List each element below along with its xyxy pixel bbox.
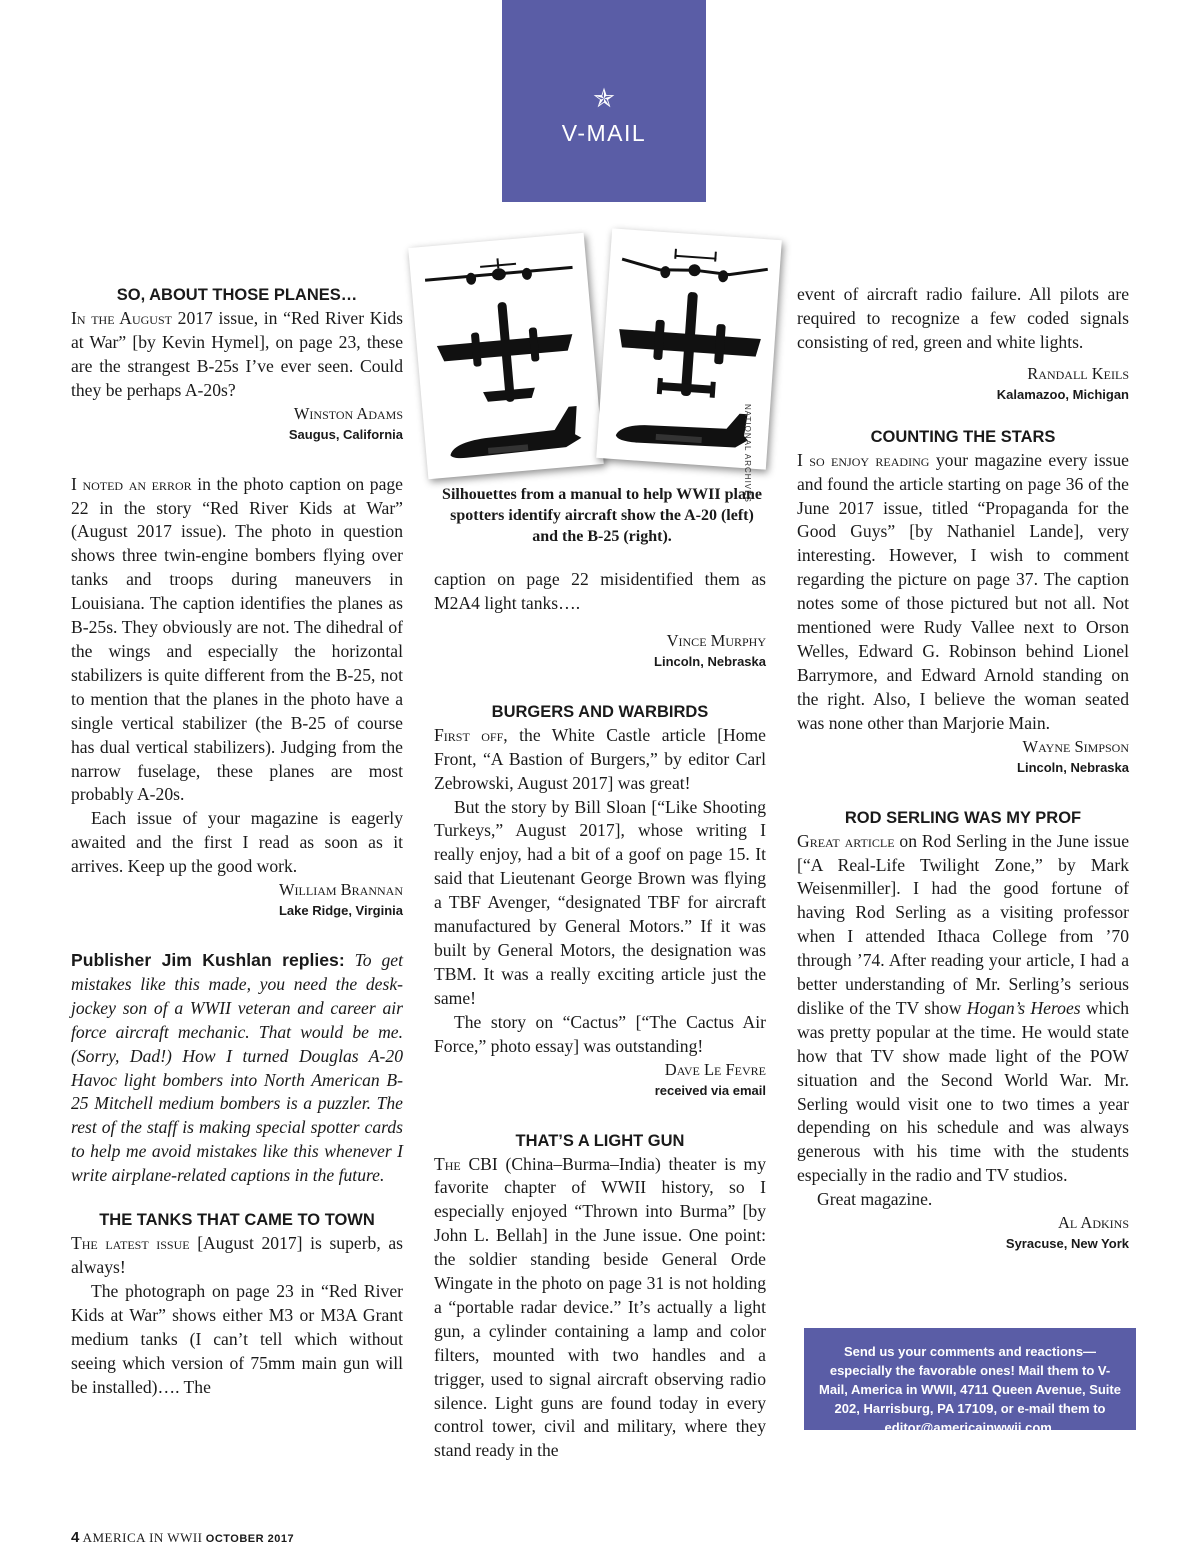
letter-paragraph: But the story by Bill Sloan [“Like Shooting Turkeys,” August 2017], whose writing I really enjoy, had a bit of a goof on page 15. It said that Lieutenant George Brown was flying a TBF Avenger, “designated TBF for aircraft manufactured by General Motors.” If it was built by General Motors, the designation was TBM. It was a really exciting article just the same! <box>434 796 766 1008</box>
letter-heading: ROD SERLING WAS MY PROF <box>844 808 1082 827</box>
letter-heading: COUNTING THE STARS <box>870 427 1056 446</box>
letter-paragraph: Each issue of your magazine is eagerly awaited and the first I read as soon as it arrives. Keep up the good work. <box>71 808 403 877</box>
letter-location: Lake Ridge, Virginia <box>278 903 403 919</box>
letter-signature: Winston Adams <box>293 403 403 423</box>
letter-location: received via email <box>654 1082 766 1098</box>
spotter-cards-photo <box>408 222 780 482</box>
letter-location: Lincoln, Nebraska <box>654 653 766 669</box>
photo-caption: Silhouettes from a manual to help WWII plane spotters identify aircraft show the A-20 (left) and the B-25 (right). <box>442 486 762 545</box>
letter-body: In the August 2017 issue, in “Red River Kids at War” [by Kevin Hymel], on page 23, these are the strangest B-25s I’ve ever seen. Could they be perhaps A-20s? <box>71 308 404 400</box>
column-2 <box>434 568 766 1463</box>
letter-body: The latest issue [August 2017] is superb, as always! <box>71 1233 403 1277</box>
letter-location: Kalamazoo, Michigan <box>996 386 1129 402</box>
letter-signature: Wayne Simpson <box>1022 736 1129 756</box>
b25-silhouettes-image <box>596 228 782 469</box>
letter-continued: caption on page 22 misidentified them as M2A4 light tanks…. <box>434 569 766 613</box>
letter-location: Lincoln, Nebraska <box>1017 759 1129 775</box>
letter-body: Great article on Rod Serling in the June issue [“A Real-Life Twilight Zone,” by Mark Weisenmiller]. I had the good fortune of having Rod Serling as a visiting professor when I attended Ithaca College from ’70 through ’74. After reading your article, I had a better understanding of Mr. Serling’s serious dislike of the TV show Hogan’s Heroes which was pretty popular at the time. He would state how that TV show made light of the POW situation and the Second World War. Mr. Serling would visit one to two times a year depending on his schedule and was always generous with his time with the students especially in the radio and TV studios. <box>797 830 1130 1186</box>
letter-location: Saugus, California <box>288 426 403 442</box>
b25-spotter-card <box>596 228 782 469</box>
photo-credit: NATIONAL ARCHIVES <box>743 404 752 503</box>
letter-body: The CBI (China–Burma–India) theater is my favorite chapter of WWII history, so I especially enjoyed “Thrown into Burma” [by John L. Bellah] in the June issue. One point: the soldier standing beside General Orde Wingate in the photo on page 31 is not holding a “portable radar device.” It’s actually a light gun, a cylinder containing a lamp and color filters, mounted with two handles and a trigger, used to signal aircraft observing radio silence. Light guns are found today in every control tower, civil and military, where they stand ready in the <box>434 1153 766 1461</box>
publisher-reply: Publisher Jim Kushlan replies: To get mistakes like this made, you need the desk-jockey son of a WWII veteran and career air force aircraft mechanic. That would be me. (Sorry, Dad!) How I turned Douglas A-20 Havoc light bombers into North American B-25 Mitchell medium bombers is a puzzler. The rest of the staff is making special spotter cards to help me avoid mistakes like this whenever I write airplane-related captions in the future. <box>71 950 403 1186</box>
letter-continued: event of aircraft radio failure. All pilots are required to recognize a few coded signals consisting of red, green and white lights. <box>797 284 1129 352</box>
letter-body: I noted an error in the photo caption on page 22 in the story “Red River Kids at War” (August 2017 issue). The photo in question shows three twin-engine bombers flying over tanks and troops during maneuvers in Louisiana. The caption identifies the planes as B-25s. They obviously are not. The dihedral of the wings and especially the horizontal stabilizers is quite different from the B-25, not to mention that the planes in the photo have a single vertical stabilizer (the B-25 of course has dual vertical stabilizers). Judging from the narrow fuselage, these planes are most probably A-20s. <box>71 473 403 805</box>
letter-signature: Dave Le Fevre <box>664 1059 766 1079</box>
letter-body: I so enjoy reading your magazine every issue and found the article starting on page 36 of the June 2017 issue, titled “Propaganda for the Good Guys” [by Nathaniel Lande], very interesting. However, I wish to comment regarding the picture on page 37. The caption notes some of those pictured but not all. Not mentioned were Rudy Vallee next to Orson Welles, Edward G. Robinson behind Lionel Barrymore, and Edward Arnold standing on the right. Also, I believe the woman seated was none other than Marjorie Main. <box>797 449 1129 733</box>
a20-spotter-card <box>408 233 604 479</box>
letter-signature: Al Adkins <box>1057 1213 1129 1233</box>
letter-heading: THE TANKS THAT CAME TO TOWN <box>99 1211 375 1230</box>
letter-body: First off, the White Castle article [Home Front, “A Bastion of Burgers,” by editor Carl Zebrowski, August 2017] was great! <box>434 724 766 793</box>
a20-silhouettes-image <box>408 233 604 479</box>
submission-info-box: Send us your comments and reactions—especially the favorable ones! Mail them to V-Mail, America in WWII, 4711 Queen Avenue, Suite 202, Harrisburg, PA 17109, or e-mail them to editor@americainwwii.com. <box>804 1328 1136 1430</box>
section-header-tab <box>502 0 706 202</box>
letter-heading: SO, ABOUT THOSE PLANES… <box>116 286 358 304</box>
letter-signature: Vince Murphy <box>666 630 766 650</box>
letter-heading: THAT’S A LIGHT GUN <box>515 1131 685 1150</box>
page-number: 4 <box>71 1529 80 1546</box>
column-3 <box>797 283 1129 1254</box>
letter-paragraph: The story on “Cactus” [“The Cactus Air Force,” photo essay] was outstanding! <box>434 1011 766 1056</box>
letter-heading: BURGERS AND WARBIRDS <box>491 702 709 721</box>
page-footer <box>71 1529 294 1546</box>
letter-signature: William Brannan <box>278 880 403 900</box>
letter-location: Syracuse, New York <box>1005 1236 1129 1252</box>
column-1 <box>71 283 403 1399</box>
issue-date: OCTOBER 2017 <box>205 1533 295 1545</box>
star-icon: ✯ <box>593 84 615 113</box>
letter-paragraph: The photograph on page 23 in “Red River Kids at War” shows either M3 or M3A Grant medium tanks (I can’t tell which without seeing which version of 75mm main gun will be installed)…. The <box>71 1280 403 1397</box>
magazine-name: AMERICA IN WWII <box>82 1530 203 1545</box>
letter-paragraph: Great magazine. <box>817 1189 933 1210</box>
letter-signature: Randall Keils <box>1027 363 1129 383</box>
section-title: V-MAIL <box>561 120 647 146</box>
